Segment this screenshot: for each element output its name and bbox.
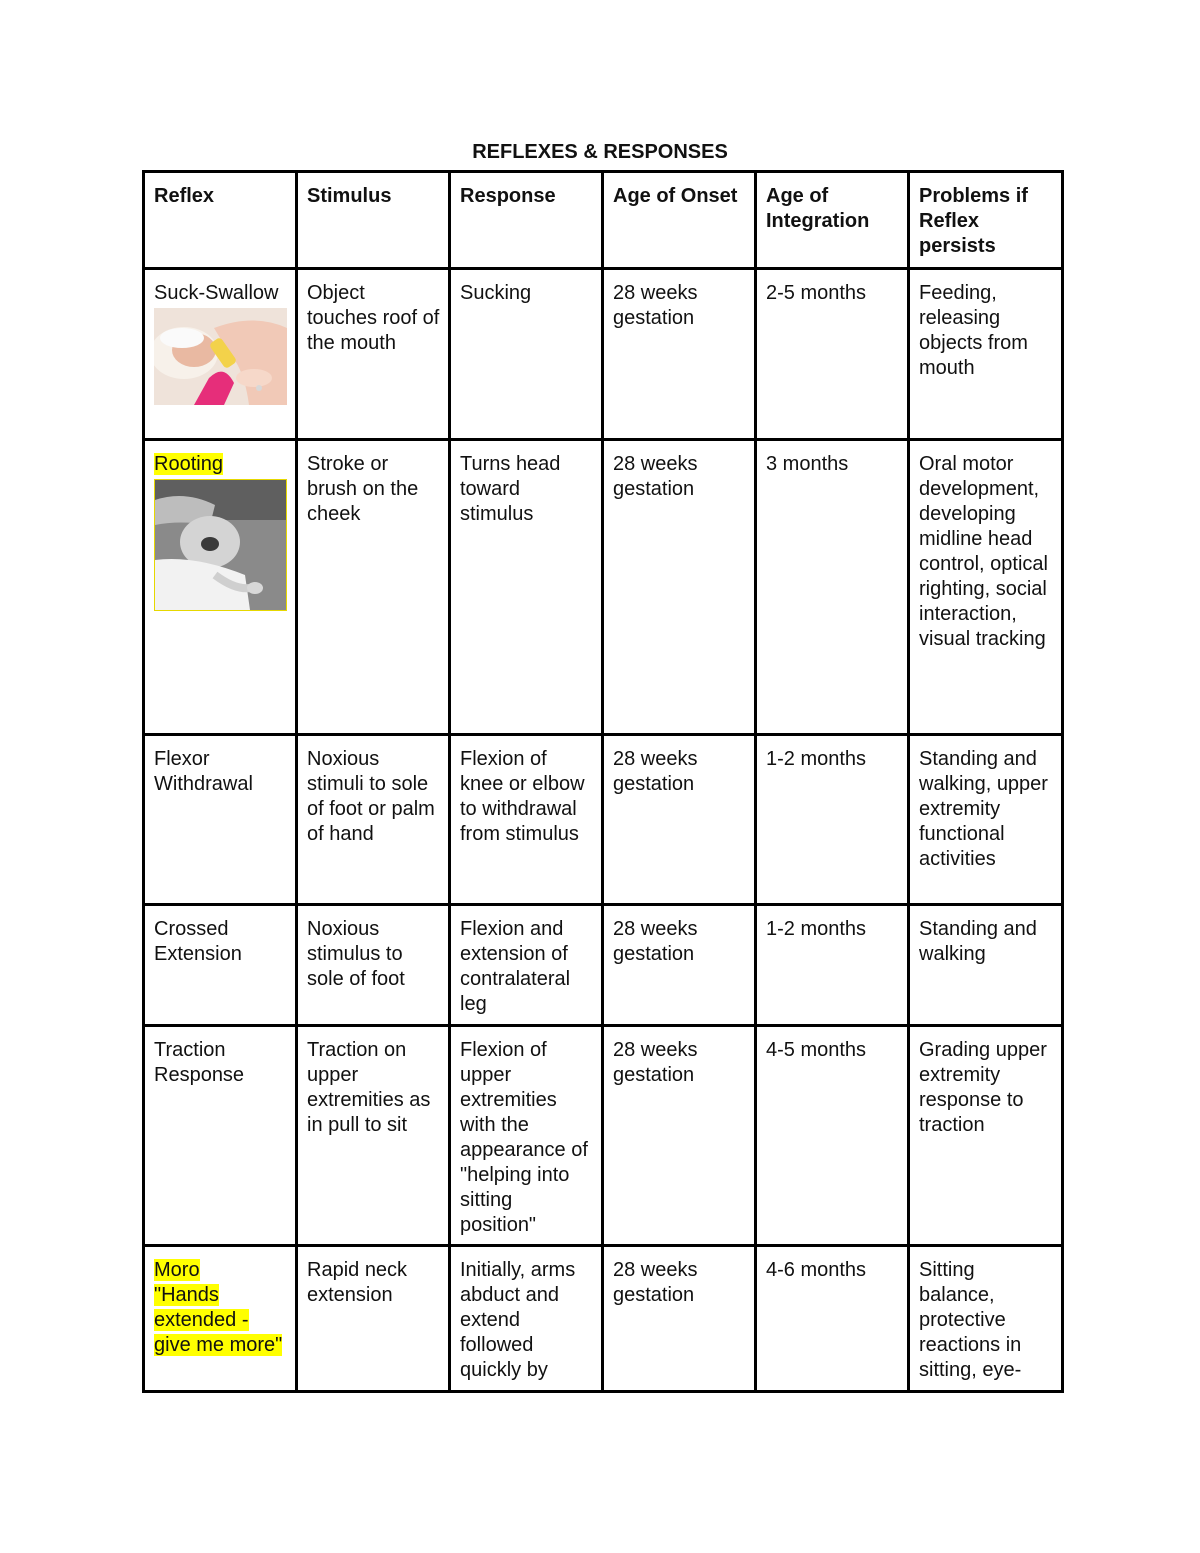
response-cell: Flexion of knee or elbow to withdrawal from stimulus [450, 735, 603, 905]
table-header-row [144, 172, 1063, 269]
column-header-age-of-onset: Age of Onset [603, 172, 756, 269]
column-header-age-of-integration: Age of Integration [756, 172, 909, 269]
reflex-cell: Traction Response [144, 1026, 297, 1246]
page-title: REFLEXES & RESPONSES [472, 141, 728, 163]
reflex-table [142, 170, 1064, 1393]
integration-cell: 1-2 months [756, 735, 909, 905]
onset-cell: 28 weeks gestation [603, 1246, 756, 1392]
table-row [144, 440, 1063, 735]
integration-cell: 1-2 months [756, 905, 909, 1026]
table-row [144, 1026, 1063, 1246]
onset-cell: 28 weeks gestation [603, 1026, 756, 1246]
column-header-problems: Problems if Reflex persists [909, 172, 1063, 269]
integration-cell: 2-5 months [756, 269, 909, 440]
reflex-cell: Crossed Extension [144, 905, 297, 1026]
stimulus-cell: Noxious stimuli to sole of foot or palm of hand [297, 735, 450, 905]
table-row [144, 905, 1063, 1026]
table-row [144, 269, 1063, 440]
response-cell: Flexion of upper extremities with the appearance of "helping into sitting position" [450, 1026, 603, 1246]
problems-cell: Sitting balance, protective reactions in sitting, eye- [909, 1246, 1063, 1392]
response-cell: Turns head toward stimulus [450, 440, 603, 735]
column-header-response: Response [450, 172, 603, 269]
stimulus-cell: Rapid neck extension [297, 1246, 450, 1392]
problems-cell: Oral motor development, developing midline head control, optical righting, social interaction, visual tracking [909, 440, 1063, 735]
stimulus-cell: Noxious stimulus to sole of foot [297, 905, 450, 1026]
onset-cell: 28 weeks gestation [603, 735, 756, 905]
reflex-cell [144, 440, 297, 735]
problems-cell: Standing and walking [909, 905, 1063, 1026]
infant-feeding-photo [154, 308, 287, 405]
reflex-name: Moro [154, 1259, 200, 1281]
reflex-cell: Flexor Withdrawal [144, 735, 297, 905]
integration-cell: 4-5 months [756, 1026, 909, 1246]
stimulus-cell: Traction on upper extremities as in pull to sit [297, 1026, 450, 1246]
response-cell: Initially, arms abduct and extend followed quickly by [450, 1246, 603, 1392]
onset-cell: 28 weeks gestation [603, 269, 756, 440]
table-row [144, 735, 1063, 905]
integration-cell: 3 months [756, 440, 909, 735]
response-cell: Flexion and extension of contralateral leg [450, 905, 603, 1026]
integration-cell: 4-6 months [756, 1246, 909, 1392]
reflex-note: "Hands extended - give me more" [154, 1284, 283, 1356]
reflex-name: Suck-Swallow [154, 282, 279, 304]
stimulus-cell: Object touches roof of the mouth [297, 269, 450, 440]
stimulus-cell: Stroke or brush on the cheek [297, 440, 450, 735]
column-header-reflex: Reflex [144, 172, 297, 269]
onset-cell: 28 weeks gestation [603, 440, 756, 735]
response-cell: Sucking [450, 269, 603, 440]
table-row [144, 1246, 1063, 1392]
problems-cell: Feeding, releasing objects from mouth [909, 269, 1063, 440]
onset-cell: 28 weeks gestation [603, 905, 756, 1026]
reflex-cell [144, 269, 297, 440]
problems-cell: Grading upper extremity response to traction [909, 1026, 1063, 1246]
column-header-stimulus: Stimulus [297, 172, 450, 269]
newborn-rooting-photo [154, 479, 287, 611]
reflex-name: Rooting [154, 453, 223, 475]
problems-cell: Standing and walking, upper extremity functional activities [909, 735, 1063, 905]
reflex-cell [144, 1246, 297, 1392]
